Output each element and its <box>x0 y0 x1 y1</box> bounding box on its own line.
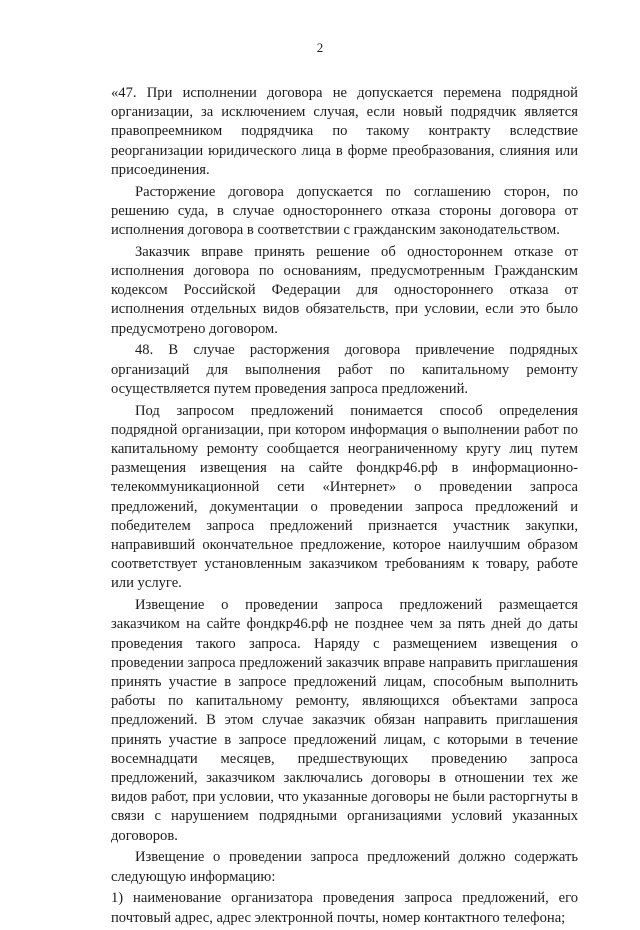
text-line: организации, за исключением случая, если новый подрядчик является <box>111 104 578 121</box>
text-line: исполнения отдельных видов обязательств, при условии, если это было <box>111 301 578 318</box>
text-line: договоров. <box>111 827 178 844</box>
paragraph-clause-47 <box>111 84 578 180</box>
text-line: исполнения договора по основаниям, предусмотренным Гражданским <box>111 263 578 280</box>
paragraph-customer-right <box>111 243 578 339</box>
list-item-organizer-info <box>111 889 578 927</box>
text-line: 48. В случае расторжения договора привлечение подрядных <box>135 342 578 359</box>
text-line: работы по капитальному ремонту, являющихся объектами запроса <box>111 693 578 710</box>
text-line: видов работ, при условии, что указанные договоры не были расторгнуты в <box>111 789 578 806</box>
text-line: заказчиком на сайте фондкр46.рф не позднее чем за пять дней до даты <box>111 616 578 633</box>
text-line: кодексом Российской Федерации для одностороннего отказа от <box>111 282 578 299</box>
text-line: победителем запроса предложений признается участник закупки, <box>111 517 578 534</box>
text-line: Извещение о проведении запроса предложений размещается <box>135 597 578 614</box>
text-line: принять участие в запросе предложений лицам, с которыми в течение <box>111 731 578 748</box>
text-line: осуществляется путем проведения запроса предложений. <box>111 380 469 397</box>
document-body <box>111 84 578 930</box>
text-line: связи с нарушением подрядными организациями условий указанных <box>111 808 578 825</box>
text-line: Расторжение договора допускается по соглашению сторон, по <box>135 183 578 200</box>
paragraph-request-definition <box>111 402 578 594</box>
paragraph-notice-content <box>111 848 578 886</box>
text-line: предложений, заказчиком заключались договоры в отношении тех же <box>111 770 578 787</box>
paragraph-notice-publication <box>111 596 578 846</box>
text-line: размещения извещения на сайте фондкр46.рф в информационно- <box>111 460 578 477</box>
text-line: следующую информацию: <box>111 868 276 885</box>
text-line: предложений, документации о проведении запроса предложений и <box>111 498 578 515</box>
text-line: предусмотрено договором. <box>111 320 278 337</box>
text-line: 1) наименование организатора проведения запроса предложений, его <box>111 890 578 907</box>
text-line: подрядной организации, при котором информация о выполнении работ по <box>111 421 578 438</box>
text-line: предложений. В этом случае заказчик обязан направить приглашения <box>111 712 578 729</box>
paragraph-clause-48 <box>111 341 578 399</box>
page-number: 2 <box>316 40 324 55</box>
text-line: «47. При исполнении договора не допускается перемена подрядной <box>111 85 578 101</box>
text-line: почтовый адрес, адрес электронной почты, номер контактного телефона; <box>111 909 566 926</box>
text-line: проведении запроса предложений заказчик вправе направить приглашения <box>111 654 578 671</box>
text-line: организаций для выполнения работ по капитальному ремонту <box>111 361 578 378</box>
paragraph-termination <box>111 183 578 241</box>
text-line: соответствует установленным заказчиком требованиям к товару, работе <box>111 556 578 573</box>
text-line: проведения такого запроса. Наряду с размещением извещения о <box>111 635 578 652</box>
text-line: присоединения. <box>111 161 210 178</box>
text-line: или услуге. <box>111 575 182 592</box>
text-line: восемнадцати месяцев, предшествующих проведению запроса <box>111 750 578 767</box>
text-line: решению суда, в случае одностороннего отказа стороны договора от <box>111 202 578 219</box>
text-line: реорганизации юридического лица в форме преобразования, слияния или <box>111 142 578 159</box>
text-line: Извещение о проведении запроса предложений должно содержать <box>135 849 578 866</box>
text-line: исполнения договора в соответствии с гражданским законодательством. <box>111 222 560 239</box>
text-line: правопреемником подрядчика по такому контракту вследствие <box>111 123 578 140</box>
text-line: принять участие в запросе предложений лицам, способным выполнить <box>111 674 578 691</box>
text-line: телекоммуникационной сети «Интернет» о проведении запроса <box>111 479 578 496</box>
text-line: Заказчик вправе принять решение об одностороннем отказе от <box>135 243 578 260</box>
text-line: капитальному ремонту сообщается неограниченному кругу лиц путем <box>111 441 578 458</box>
text-line: направивший окончательное предложение, которое наилучшим образом <box>111 537 578 554</box>
text-line: Под запросом предложений понимается способ определения <box>135 402 578 419</box>
